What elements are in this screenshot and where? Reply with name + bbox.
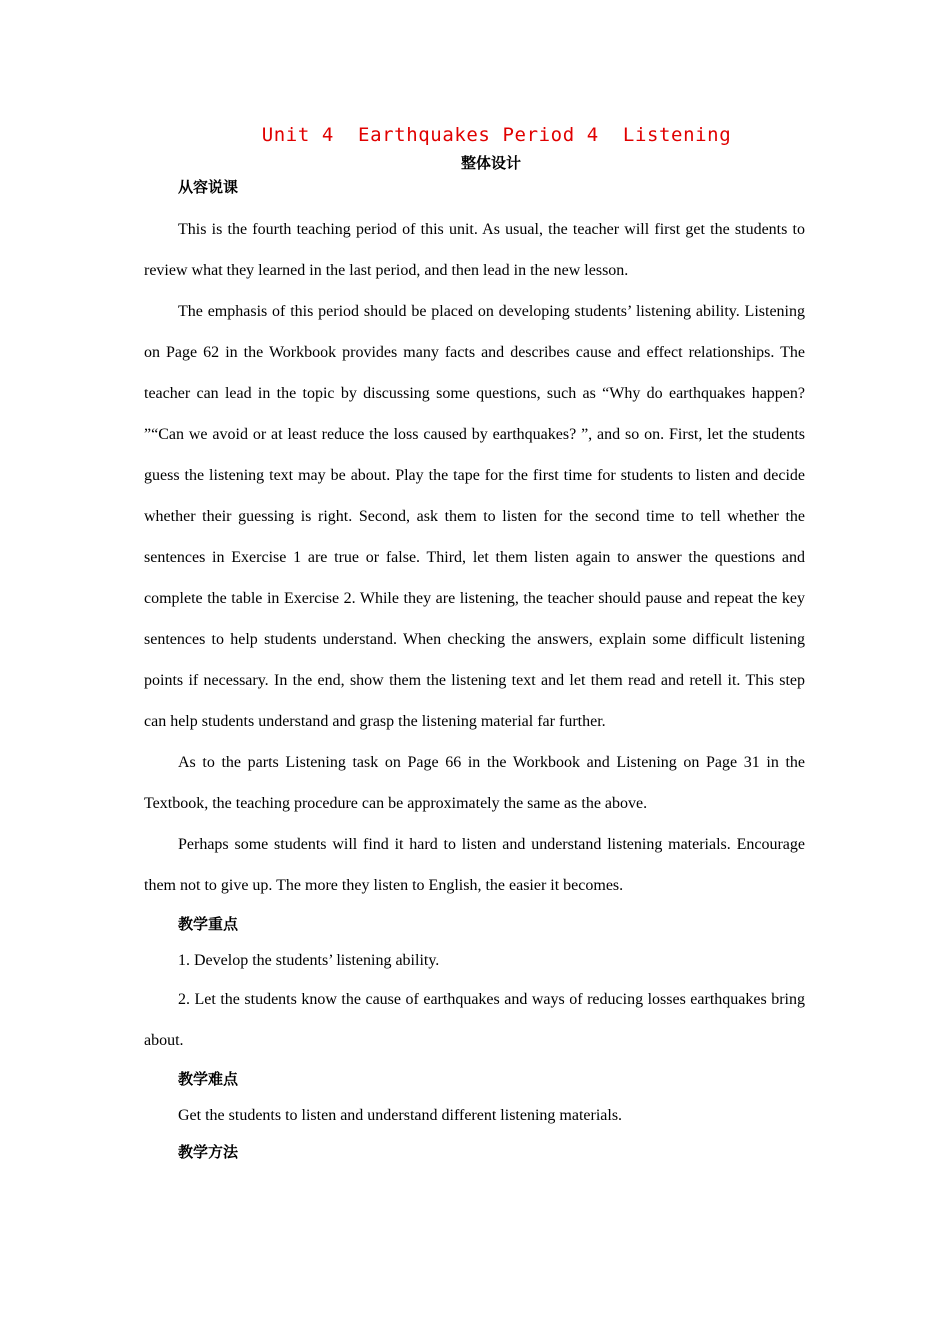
document-subtitle: 整体设计 <box>460 154 521 172</box>
document-title: Unit 4 Earthquakes Period 4 Listening <box>261 124 732 146</box>
difficulty-1: Get the students to listen and understand different listening materials. <box>178 1107 623 1124</box>
paragraph-intro-2: The emphasis of this period should be placed on developing students’ listening ability. Listening on Page 62 in the Workbook provides many facts and describes cause and effect relationships. The teacher can lead in the topic by discussing some questions, such as “Why do earthquakes happen? ”“Can we avoid or at least reduce the loss caused by earthquakes? ”, and so on. First, let the students guess the listening text may be about. Play the tape for the first time for students to listen and decide whether their guessing is right. Second, ask them to listen for the second time to tell whether the sentences in Exercise 1 are true or false. Third, let them listen again to answer the questions and complete the table in Exercise 2. While they are listening, the teacher should pause and repeat the key sentences to help students understand. When checking the answers, explain some difficult listening points if necessary. In the end, show them the listening text and let them read and retell it. This step can help students understand and grasp the listening material far further. <box>144 303 805 730</box>
section-heading-methods: 教学方法 <box>178 1143 239 1161</box>
paragraph-intro-4: Perhaps some students will find it hard to listen and understand listening materials. Encourage them not to give up. The more they listen to English, the easier it becomes. <box>144 836 805 894</box>
paragraph-intro-1: This is the fourth teaching period of this unit. As usual, the teacher will first get the students to review what they learned in the last period, and then lead in the new lesson. <box>144 221 805 279</box>
paragraph-intro-3: As to the parts Listening task on Page 66 in the Workbook and Listening on Page 31 in the Textbook, the teaching procedure can be approximately the same as the above. <box>144 754 805 812</box>
document-body <box>144 175 805 1170</box>
key-point-1: 1. Develop the students’ listening ability. <box>178 952 440 969</box>
section-heading-intro: 从容说课 <box>178 178 239 196</box>
section-heading-difficulties: 教学难点 <box>178 1070 239 1088</box>
section-heading-key-points: 教学重点 <box>178 915 239 933</box>
key-point-2: 2. Let the students know the cause of earthquakes and ways of reducing losses earthquakes bring about. <box>144 991 805 1049</box>
